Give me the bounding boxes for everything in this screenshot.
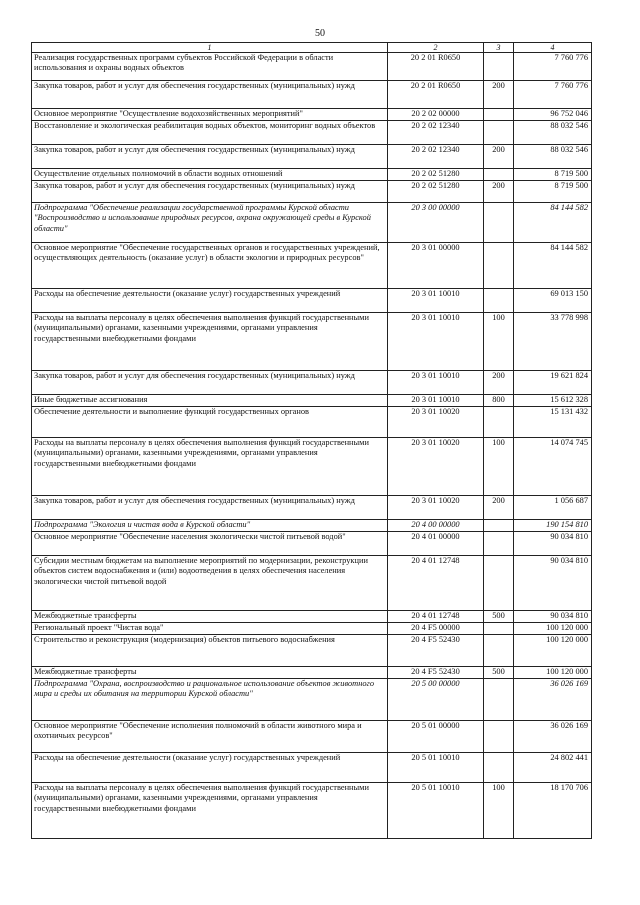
table-row (32, 121, 592, 145)
table-row (32, 721, 592, 753)
row-name-cell: Межбюджетные трансферты (32, 611, 388, 623)
row-name-cell: Закупка товаров, работ и услуг для обеспечения государственных (муниципальных) нужд (32, 145, 388, 169)
row-name-cell: Основное мероприятие "Обеспечение исполнения полномочий в области животного мира и охотничьих ресурсов" (32, 721, 388, 753)
table-row (32, 109, 592, 121)
table-row (32, 203, 592, 243)
row-amount-cell: 100 120 000 (514, 623, 592, 635)
row-code-cell: 20 3 01 10010 (388, 395, 484, 407)
row-code-cell: 20 4 01 12748 (388, 611, 484, 623)
row-amount-cell: 1 056 687 (514, 496, 592, 520)
row-name-cell: Обеспечение деятельности и выполнение функций государственных органов (32, 407, 388, 438)
row-amount-cell: 69 013 150 (514, 289, 592, 313)
table-row (32, 667, 592, 679)
row-amount-cell: 15 131 432 (514, 407, 592, 438)
row-type-cell: 200 (484, 81, 514, 109)
row-type-cell (484, 520, 514, 532)
row-type-cell (484, 721, 514, 753)
row-amount-cell: 33 778 998 (514, 313, 592, 371)
row-amount-cell: 88 032 546 (514, 121, 592, 145)
row-amount-cell: 90 034 810 (514, 556, 592, 611)
table-row (32, 81, 592, 109)
row-code-cell: 20 5 01 00000 (388, 721, 484, 753)
table-row (32, 371, 592, 395)
row-type-cell (484, 289, 514, 313)
row-name-cell: Основное мероприятие "Обеспечение государственных органов и государственных учреждений, осуществляющих деятельность (оказание услуг) в области экологии и природных ресурсов" (32, 243, 388, 289)
table-row (32, 438, 592, 496)
row-type-cell (484, 169, 514, 181)
row-name-cell: Расходы на обеспечение деятельности (оказание услуг) государственных учреждений (32, 753, 388, 783)
row-name-cell: Иные бюджетные ассигнования (32, 395, 388, 407)
row-amount-cell: 90 034 810 (514, 611, 592, 623)
row-code-cell: 20 3 01 10020 (388, 438, 484, 496)
budget-table (31, 42, 592, 839)
row-code-cell: 20 4 F5 00000 (388, 623, 484, 635)
header-col-3: 3 (484, 43, 514, 53)
table-row (32, 783, 592, 839)
row-type-cell: 200 (484, 496, 514, 520)
table-body (32, 53, 592, 839)
row-amount-cell: 24 802 441 (514, 753, 592, 783)
row-type-cell: 100 (484, 313, 514, 371)
row-type-cell (484, 556, 514, 611)
row-type-cell: 100 (484, 438, 514, 496)
row-amount-cell: 36 026 169 (514, 679, 592, 721)
row-amount-cell: 84 144 582 (514, 203, 592, 243)
row-name-cell: Закупка товаров, работ и услуг для обеспечения государственных (муниципальных) нужд (32, 81, 388, 109)
row-amount-cell: 96 752 046 (514, 109, 592, 121)
row-code-cell: 20 4 F5 52430 (388, 635, 484, 667)
table-row (32, 496, 592, 520)
row-amount-cell: 8 719 500 (514, 169, 592, 181)
table-row (32, 407, 592, 438)
row-name-cell: Региональный проект "Чистая вода" (32, 623, 388, 635)
table-row (32, 145, 592, 169)
row-name-cell: Закупка товаров, работ и услуг для обеспечения государственных (муниципальных) нужд (32, 496, 388, 520)
row-name-cell: Расходы на выплаты персоналу в целях обеспечения выполнения функций государственными (муниципальными) органами, казенными учреждениями, органами управления государственными внебюджетными фондами (32, 783, 388, 839)
row-amount-cell: 18 170 706 (514, 783, 592, 839)
table-row (32, 395, 592, 407)
page-number: 50 (315, 28, 325, 39)
row-code-cell: 20 5 01 10010 (388, 753, 484, 783)
row-type-cell: 200 (484, 145, 514, 169)
row-code-cell: 20 2 02 00000 (388, 109, 484, 121)
row-name-cell: Закупка товаров, работ и услуг для обеспечения государственных (муниципальных) нужд (32, 181, 388, 203)
table-row (32, 181, 592, 203)
header-col-1: 1 (32, 43, 388, 53)
table-row (32, 169, 592, 181)
header-row (32, 43, 592, 53)
row-code-cell: 20 4 00 00000 (388, 520, 484, 532)
row-code-cell: 20 4 F5 52430 (388, 667, 484, 679)
row-name-cell: Основное мероприятие "Осуществление водохозяйственных мероприятий" (32, 109, 388, 121)
row-code-cell: 20 3 00 00000 (388, 203, 484, 243)
row-type-cell (484, 635, 514, 667)
table-row (32, 753, 592, 783)
row-code-cell: 20 3 01 10020 (388, 496, 484, 520)
row-code-cell: 20 2 02 12340 (388, 121, 484, 145)
row-code-cell: 20 2 02 51280 (388, 181, 484, 203)
row-type-cell (484, 623, 514, 635)
table-row (32, 679, 592, 721)
row-type-cell: 200 (484, 371, 514, 395)
table-header (32, 43, 592, 53)
row-name-cell: Осуществление отдельных полномочий в области водных отношений (32, 169, 388, 181)
table-row (32, 243, 592, 289)
header-col-4: 4 (514, 43, 592, 53)
row-name-cell: Расходы на обеспечение деятельности (оказание услуг) государственных учреждений (32, 289, 388, 313)
row-code-cell: 20 5 01 10010 (388, 783, 484, 839)
table-row (32, 532, 592, 556)
row-type-cell (484, 753, 514, 783)
row-name-cell: Расходы на выплаты персоналу в целях обеспечения выполнения функций государственными (муниципальными) органами, казенными учреждениями, органами управления государственными внебюджетными фондами (32, 313, 388, 371)
table-row (32, 313, 592, 371)
row-code-cell: 20 3 01 10010 (388, 313, 484, 371)
row-name-cell: Межбюджетные трансферты (32, 667, 388, 679)
row-type-cell: 500 (484, 667, 514, 679)
row-type-cell: 500 (484, 611, 514, 623)
row-name-cell: Подпрограмма "Обеспечение реализации государственной программы Курской области "Воспроизводство и использование природных ресурсов, охрана окружающей среды в Курской области" (32, 203, 388, 243)
row-type-cell (484, 109, 514, 121)
row-name-cell: Закупка товаров, работ и услуг для обеспечения государственных (муниципальных) нужд (32, 371, 388, 395)
table-row (32, 53, 592, 81)
row-code-cell: 20 2 02 12340 (388, 145, 484, 169)
row-name-cell: Строительство и реконструкция (модернизация) объектов питьевого водоснабжения (32, 635, 388, 667)
row-name-cell: Подпрограмма "Охрана, воспроизводство и рациональное использование объектов животного мира и среды их обитания на территории Курской области" (32, 679, 388, 721)
row-type-cell (484, 121, 514, 145)
row-name-cell: Восстановление и экологическая реабилитация водных объектов, мониторинг водных объектов (32, 121, 388, 145)
row-code-cell: 20 2 01 R0650 (388, 53, 484, 81)
row-code-cell: 20 3 01 00000 (388, 243, 484, 289)
row-amount-cell: 14 074 745 (514, 438, 592, 496)
row-amount-cell: 7 760 776 (514, 81, 592, 109)
row-type-cell (484, 53, 514, 81)
row-type-cell (484, 679, 514, 721)
table-row (32, 635, 592, 667)
table-row (32, 623, 592, 635)
row-code-cell: 20 3 01 10010 (388, 371, 484, 395)
row-amount-cell: 19 621 824 (514, 371, 592, 395)
row-name-cell: Субсидии местным бюджетам на выполнение мероприятий по модернизации, реконструкции объектов систем водоснабжения и (или) водоотведения в целях обеспечения населения экологически чистой питьевой водой (32, 556, 388, 611)
row-type-cell: 200 (484, 181, 514, 203)
header-col-2: 2 (388, 43, 484, 53)
row-amount-cell: 90 034 810 (514, 532, 592, 556)
row-code-cell: 20 3 01 10020 (388, 407, 484, 438)
row-amount-cell: 7 760 776 (514, 53, 592, 81)
table-row (32, 556, 592, 611)
row-amount-cell: 8 719 500 (514, 181, 592, 203)
row-type-cell: 800 (484, 395, 514, 407)
row-code-cell: 20 4 01 00000 (388, 532, 484, 556)
row-amount-cell: 100 120 000 (514, 667, 592, 679)
row-amount-cell: 88 032 546 (514, 145, 592, 169)
row-amount-cell: 36 026 169 (514, 721, 592, 753)
row-amount-cell: 100 120 000 (514, 635, 592, 667)
row-amount-cell: 190 154 810 (514, 520, 592, 532)
row-name-cell: Подпрограмма "Экология и чистая вода в Курской области" (32, 520, 388, 532)
table-row (32, 520, 592, 532)
row-code-cell: 20 3 01 10010 (388, 289, 484, 313)
row-type-cell (484, 532, 514, 556)
row-type-cell (484, 407, 514, 438)
row-code-cell: 20 2 01 R0650 (388, 81, 484, 109)
row-name-cell: Расходы на выплаты персоналу в целях обеспечения выполнения функций государственными (муниципальными) органами, казенными учреждениями, органами управления государственными внебюджетными фондами (32, 438, 388, 496)
row-name-cell: Реализация государственных программ субъектов Российской Федерации в области использования и охраны водных объектов (32, 53, 388, 81)
row-amount-cell: 84 144 582 (514, 243, 592, 289)
row-code-cell: 20 4 01 12748 (388, 556, 484, 611)
row-type-cell: 100 (484, 783, 514, 839)
table-row (32, 289, 592, 313)
row-amount-cell: 15 612 328 (514, 395, 592, 407)
row-code-cell: 20 2 02 51280 (388, 169, 484, 181)
row-type-cell (484, 243, 514, 289)
row-code-cell: 20 5 00 00000 (388, 679, 484, 721)
row-type-cell (484, 203, 514, 243)
row-name-cell: Основное мероприятие "Обеспечение населения экологически чистой питьевой водой" (32, 532, 388, 556)
table-row (32, 611, 592, 623)
